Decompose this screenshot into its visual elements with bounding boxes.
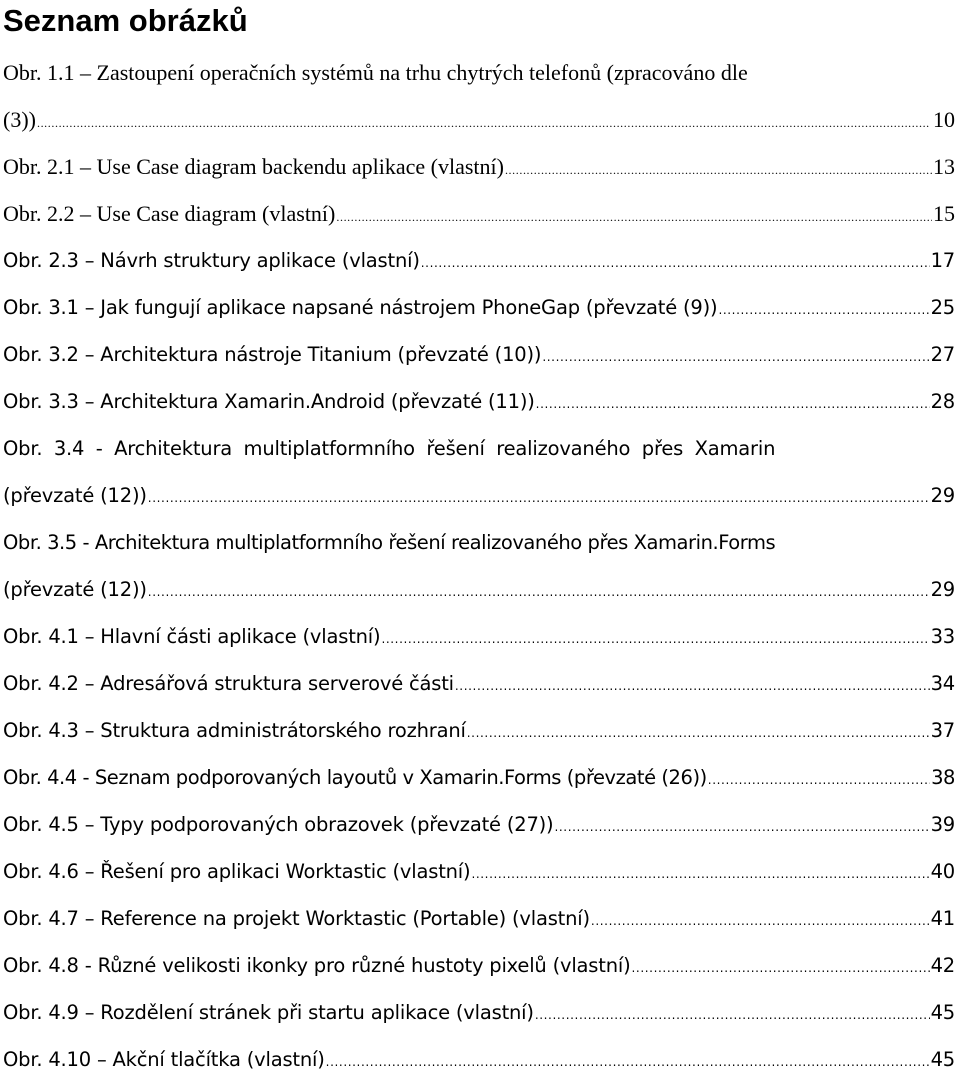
figure-entry-3-5-line-1[interactable] xyxy=(3,519,955,566)
dot-leader xyxy=(591,898,930,942)
dot-leader xyxy=(708,757,930,801)
figure-entry-title: Obr. 4.7 – Reference na projekt Worktastic (Portable) (vlastní) xyxy=(3,907,590,930)
figure-entry-title: Obr. 4.2 – Adresářová struktura serverové části xyxy=(3,672,454,695)
dot-leader xyxy=(471,851,929,895)
figure-entry-title: Obr. 4.3 – Struktura administrátorského rozhraní xyxy=(3,719,466,742)
figure-entry-4-6[interactable] xyxy=(3,848,955,895)
figure-entry-title: Obr. 4.8 - Různé velikosti ikonky pro různé hustoty pixelů (vlastní) xyxy=(3,954,631,977)
figure-entry-title: Obr. 4.4 - Seznam podporovaných layoutů v Xamarin.Forms (převzaté (26)) xyxy=(3,766,707,789)
page-number: 45 xyxy=(930,1001,955,1024)
figure-entry-title: Obr. 4.9 – Rozdělení stránek při startu aplikace (vlastní) xyxy=(3,1001,534,1024)
dot-leader xyxy=(542,334,929,378)
figure-entry-title: Obr. 3.5 - Architektura multiplatformního řešení realizovaného přes Xamarin.Forms xyxy=(3,531,776,554)
figure-entry-title: Obr. 2.3 – Návrh struktury aplikace (vlastní) xyxy=(3,249,420,272)
figure-entry-title: (převzaté (12)) xyxy=(3,578,147,601)
figure-entry-title: Obr. 4.1 – Hlavní části aplikace (vlastní) xyxy=(3,625,381,648)
figure-entry-title: Obr. 4.5 – Typy podporovaných obrazovek (převzaté (27)) xyxy=(3,813,554,836)
page-number: 29 xyxy=(930,484,955,507)
figure-entry-title: Obr. 2.1 – Use Case diagram backendu aplikace (vlastní) xyxy=(3,154,504,179)
dot-leader xyxy=(467,710,930,754)
dot-leader xyxy=(148,569,930,613)
figure-entry-4-4[interactable] xyxy=(3,754,955,801)
dot-leader xyxy=(148,475,930,519)
page-number: 33 xyxy=(930,625,955,648)
figure-entry-1-1-line-1[interactable] xyxy=(3,49,955,96)
figure-entry-3-1[interactable] xyxy=(3,284,955,331)
figure-entry-4-5[interactable] xyxy=(3,801,955,848)
figure-entry-3-2[interactable] xyxy=(3,331,955,378)
figure-entry-title: Obr. 3.1 – Jak fungují aplikace napsané nástrojem PhoneGap (převzaté (9)) xyxy=(3,296,718,319)
dot-leader xyxy=(554,804,929,848)
page-number: 34 xyxy=(930,672,955,695)
page-number: 17 xyxy=(930,249,955,272)
figure-entry-title: Obr. 2.2 – Use Case diagram (vlastní) xyxy=(3,201,336,226)
page-number: 40 xyxy=(930,860,955,883)
page-number: 45 xyxy=(930,1048,955,1071)
page-number: 29 xyxy=(930,578,955,601)
dot-leader xyxy=(37,100,932,143)
figure-entry-title: (3)) xyxy=(3,107,36,132)
page-number: 37 xyxy=(930,719,955,742)
figure-entry-4-8[interactable] xyxy=(3,942,955,989)
figure-entry-title: Obr. 4.10 – Akční tlačítka (vlastní) xyxy=(3,1048,325,1071)
figure-entry-2-3[interactable] xyxy=(3,237,955,284)
figure-entry-2-1[interactable] xyxy=(3,143,955,190)
dot-leader xyxy=(536,381,930,425)
figure-entry-4-9[interactable] xyxy=(3,989,955,1036)
dot-leader xyxy=(421,240,930,284)
dot-leader xyxy=(505,147,932,190)
document-page xyxy=(3,0,955,1083)
list-of-figures xyxy=(3,49,955,1083)
figure-entry-3-4[interactable] xyxy=(3,472,955,519)
page-number: 41 xyxy=(930,907,955,930)
figure-entry-3-3[interactable] xyxy=(3,378,955,425)
figure-entry-3-5[interactable] xyxy=(3,566,955,613)
dot-leader xyxy=(336,194,932,237)
figure-entry-title: Obr. 3.2 – Architektura nástroje Titanium (převzaté (10)) xyxy=(3,343,542,366)
figure-entry-title: Obr. 1.1 – Zastoupení operačních systémů na trhu chytrých telefonů (zpracováno dle xyxy=(3,60,748,85)
page-number: 38 xyxy=(931,766,955,789)
figure-entry-4-10[interactable] xyxy=(3,1036,955,1083)
dot-leader xyxy=(632,945,930,989)
page-number: 42 xyxy=(930,954,955,977)
page-number: 28 xyxy=(930,390,955,413)
dot-leader xyxy=(381,616,929,660)
dot-leader xyxy=(718,287,929,331)
page-number: 27 xyxy=(930,343,955,366)
figure-entry-3-4-line-1[interactable] xyxy=(3,425,955,472)
figure-entry-title: Obr. 3.3 – Architektura Xamarin.Android (převzaté (11)) xyxy=(3,390,535,413)
page-number: 13 xyxy=(933,154,955,179)
figure-entry-2-2[interactable] xyxy=(3,190,955,237)
dot-leader xyxy=(455,663,930,707)
figure-entry-4-3[interactable] xyxy=(3,707,955,754)
page-number: 10 xyxy=(933,107,955,132)
figure-entry-4-2[interactable] xyxy=(3,660,955,707)
page-number: 25 xyxy=(930,296,955,319)
figure-entry-1-1[interactable] xyxy=(3,96,955,143)
figure-entry-4-7[interactable] xyxy=(3,895,955,942)
page-title: Seznam obrázků xyxy=(3,3,248,38)
dot-leader xyxy=(326,1039,930,1083)
dot-leader xyxy=(535,992,930,1036)
figure-entry-title: Obr. 3.4 - Architektura multiplatformního řešení realizovaného přes Xamarin xyxy=(3,437,776,460)
figure-entry-title: (převzaté (12)) xyxy=(3,484,147,507)
figure-entry-4-1[interactable] xyxy=(3,613,955,660)
page-number: 39 xyxy=(930,813,955,836)
page-number: 15 xyxy=(933,201,955,226)
figure-entry-title: Obr. 4.6 – Řešení pro aplikaci Worktastic (vlastní) xyxy=(3,860,471,883)
